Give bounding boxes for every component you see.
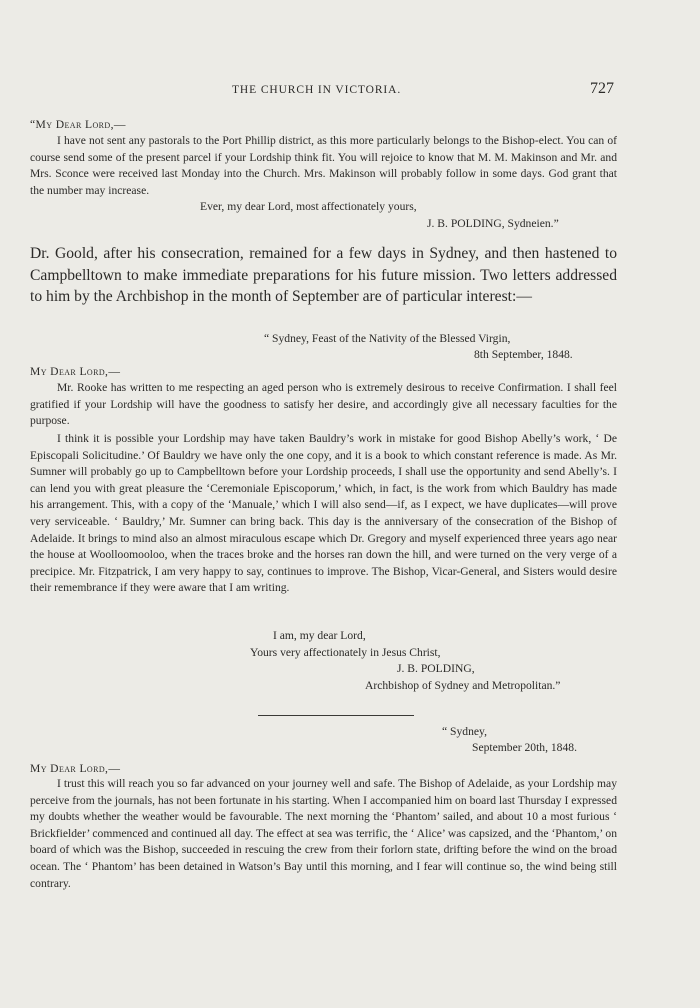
letter2-salutation: My Dear Lord,— — [30, 365, 121, 378]
running-title: THE CHURCH IN VICTORIA. — [232, 84, 402, 96]
letter3-salutation: My Dear Lord,— — [30, 762, 121, 775]
section-divider — [258, 715, 414, 716]
page-number: 727 — [590, 80, 614, 97]
letter1-body: I have not sent any pastorals to the Port Phillip district, as this more particularly belongs to the Bishop-elect. You can of course send some of the present parcel if your Lordship think fit. You will rejoice to know that M. M. Makinson and Mr. and Mrs. Sconce were received last Monday into the Church. Mrs. Makinson will probably follow in some days. God grant that the number may increase. — [30, 134, 617, 197]
letter2-closing-1: I am, my dear Lord, — [273, 629, 366, 642]
letter2-signature-title: Archbishop of Sydney and Metropolitan.” — [365, 679, 561, 692]
letter2-paragraph-2: I think it is possible your Lordship may have taken Bauldry’s work in mistake for good Bishop Abelly’s work, ‘ De Episcopali Solicitudine.’ Of Bauldry we have only the one copy, and it is a book to which constant reference is made. As Mr. Sumner will probably go up to Campbelltown before your Lordship proceeds, I shall use the opportunity and send Abelly’s. I can lend you with great pleasure the ‘Ceremoniale Episcoporum,’ which, in fact, is the work from which Bauldry has made his arrangement. This, with a copy of the ‘Manuale,’ which I will also send—if, as I expect, we have duplicates—will prove very serviceable. ‘ Bauldry,’ Mr. Sumner can bring back. This day is the anniversary of the consecration of the Bishop of Adelaide. It brings to mind also an almost miraculous escape which Dr. Gregory and myself experienced three years ago near the house at Woolloomooloo, when the traces broke and the horses ran down the hill, and were turned on the very verge of a precipice. Mr. Fitzpatrick, I am very happy to say, continues to improve. The Bishop, Vicar-General, and Sisters would desire their remembrance if they were aware that I am writing. — [30, 432, 617, 595]
letter3-dateline-place: “ Sydney, — [442, 725, 487, 738]
narrative-paragraph: Dr. Goold, after his consecration, remained for a few days in Sydney, and then hastened to Campbelltown to make immediate preparations for his future mission. Two letters addressed to him by the Archbishop in the month of September are of particular interest:— — [30, 245, 617, 305]
letter2-dateline-place: “ Sydney, Feast of the Nativity of the Blessed Virgin, — [264, 332, 511, 345]
letter3-body: I trust this will reach you so far advanced on your journey well and safe. The Bishop of Adelaide, as your Lordship may perceive from the journals, has not been fortunate in his starting. When I accompanied him on board last Thursday I expressed my doubts whether the weather would be favourable. The next morning the ‘Phantom’ sailed, and about 10 a most furious ‘ Brickfielder’ commenced and continued all day. The effect at sea was terrific, the ‘ Alice’ was capsized, and the ‘Phantom,’ on board of which was the Bishop, succeeded in rescuing the crew from their forlorn state, drifting before the wind on the broad ocean. The ‘ Phantom’ has been detained in Watson’s Bay until this morning, and I fear will continue so, the wind being still contrary. — [30, 777, 617, 890]
letter2-paragraph-1: Mr. Rooke has written to me respecting an aged person who is extremely desirous to receive Confirmation. I shall feel gratified if your Lordship will have the goodness to satisfy her desire, and accordingly give all necessary faculties for the purpose. — [30, 381, 617, 428]
letter1-salutation: “My Dear Lord,— — [30, 118, 126, 131]
letter2-closing-2: Yours very affectionately in Jesus Christ, — [250, 646, 441, 659]
letter3-dateline-date: September 20th, 1848. — [472, 741, 577, 754]
page-header — [0, 80, 700, 102]
letter2-signature: J. B. POLDING, — [397, 662, 475, 675]
letter2-dateline-date: 8th September, 1848. — [474, 348, 573, 361]
letter1-closing: Ever, my dear Lord, most affectionately yours, — [200, 200, 417, 213]
letter1-signature: J. B. POLDING, Sydneien.” — [427, 217, 559, 230]
